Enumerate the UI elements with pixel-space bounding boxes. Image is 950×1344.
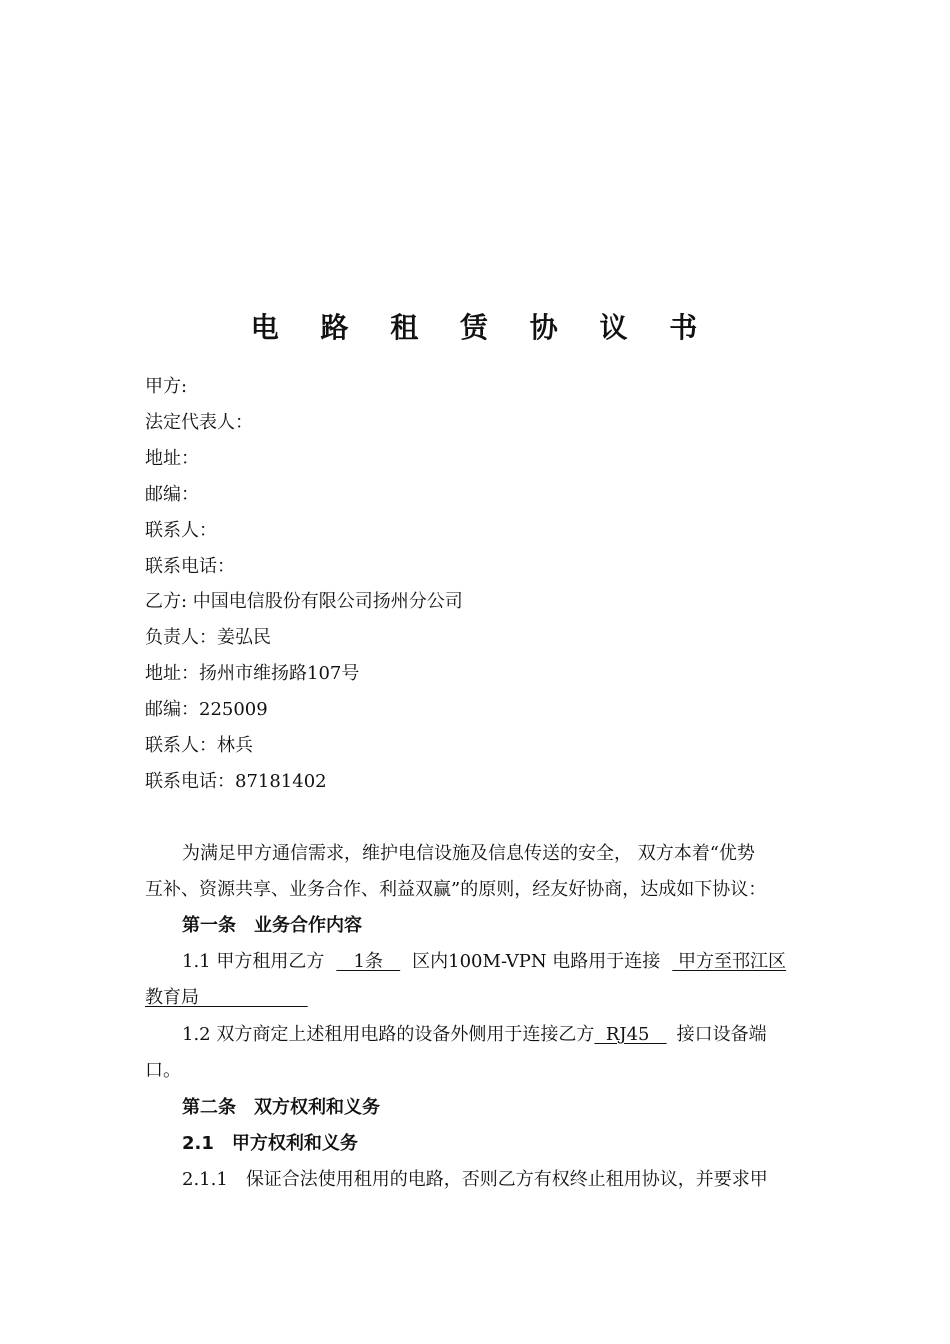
party-b-postcode: 邮编：225009 bbox=[145, 699, 268, 720]
clause-1-1-quantity: 1条 bbox=[353, 951, 383, 972]
clause-1-1-target: 甲方至邗江区 bbox=[678, 951, 787, 972]
party-a-contact: 联系人： bbox=[145, 520, 217, 541]
party-b-phone: 联系电话：87181402 bbox=[145, 771, 327, 792]
clause-1-2-line-2: 口。 bbox=[145, 1060, 181, 1081]
clause-1-2-port: RJ45 bbox=[605, 1024, 650, 1045]
party-b-name: 乙方: 中国电信股份有限公司扬州分公司 bbox=[145, 591, 463, 612]
article-2-heading: 第二条 双方权利和义务 bbox=[182, 1097, 380, 1118]
clause-1-1-line-1 bbox=[182, 950, 786, 974]
clause-1-2-prefix: 1.2 双方商定上述租用电路的设备外侧用于连接乙方 bbox=[182, 1024, 595, 1045]
party-a-name: 甲方: bbox=[145, 376, 188, 397]
clause-2-1-1-number: 2.1.1 bbox=[182, 1169, 228, 1190]
party-b-address: 地址：扬州市维扬路107号 bbox=[145, 663, 360, 684]
clause-1-2-suffix: 接口设备端 bbox=[676, 1024, 767, 1045]
party-b-principal: 负责人：姜弘民 bbox=[145, 627, 271, 648]
clause-1-1-target-cont: 教育局 bbox=[145, 987, 199, 1008]
party-a-phone: 联系电话： bbox=[145, 556, 235, 577]
intro-line-1: 为满足甲方通信需求，维护电信设施及信息传送的安全， 双方本着“优势 bbox=[182, 843, 755, 864]
clause-1-2-line-1 bbox=[182, 1023, 767, 1047]
party-a-address: 地址： bbox=[145, 448, 199, 469]
clause-1-1-line-2 bbox=[145, 986, 308, 1010]
party-b-contact: 联系人：林兵 bbox=[145, 735, 253, 756]
party-a-legal-rep: 法定代表人： bbox=[145, 412, 253, 433]
clause-2-1-1 bbox=[182, 1168, 768, 1192]
clause-2-1-1-text: 保证合法使用租用的电路，否则乙方有权终止租用协议，并要求甲 bbox=[245, 1169, 768, 1190]
article-2-sub-1: 2.1 甲方权利和义务 bbox=[182, 1133, 358, 1154]
clause-1-1-prefix: 1.1 甲方租用乙方 bbox=[182, 951, 325, 972]
party-a-postcode: 邮编： bbox=[145, 484, 199, 505]
clause-1-1-middle: 区内100M-VPN 电路用于连接 bbox=[412, 951, 661, 972]
intro-line-2: 互补、资源共享、业务合作、利益双赢”的原则，经友好协商，达成如下协议： bbox=[145, 879, 767, 900]
document-title: 电 路 租 赁 协 议 书 bbox=[250, 311, 714, 344]
article-1-heading: 第一条 业务合作内容 bbox=[182, 915, 362, 936]
